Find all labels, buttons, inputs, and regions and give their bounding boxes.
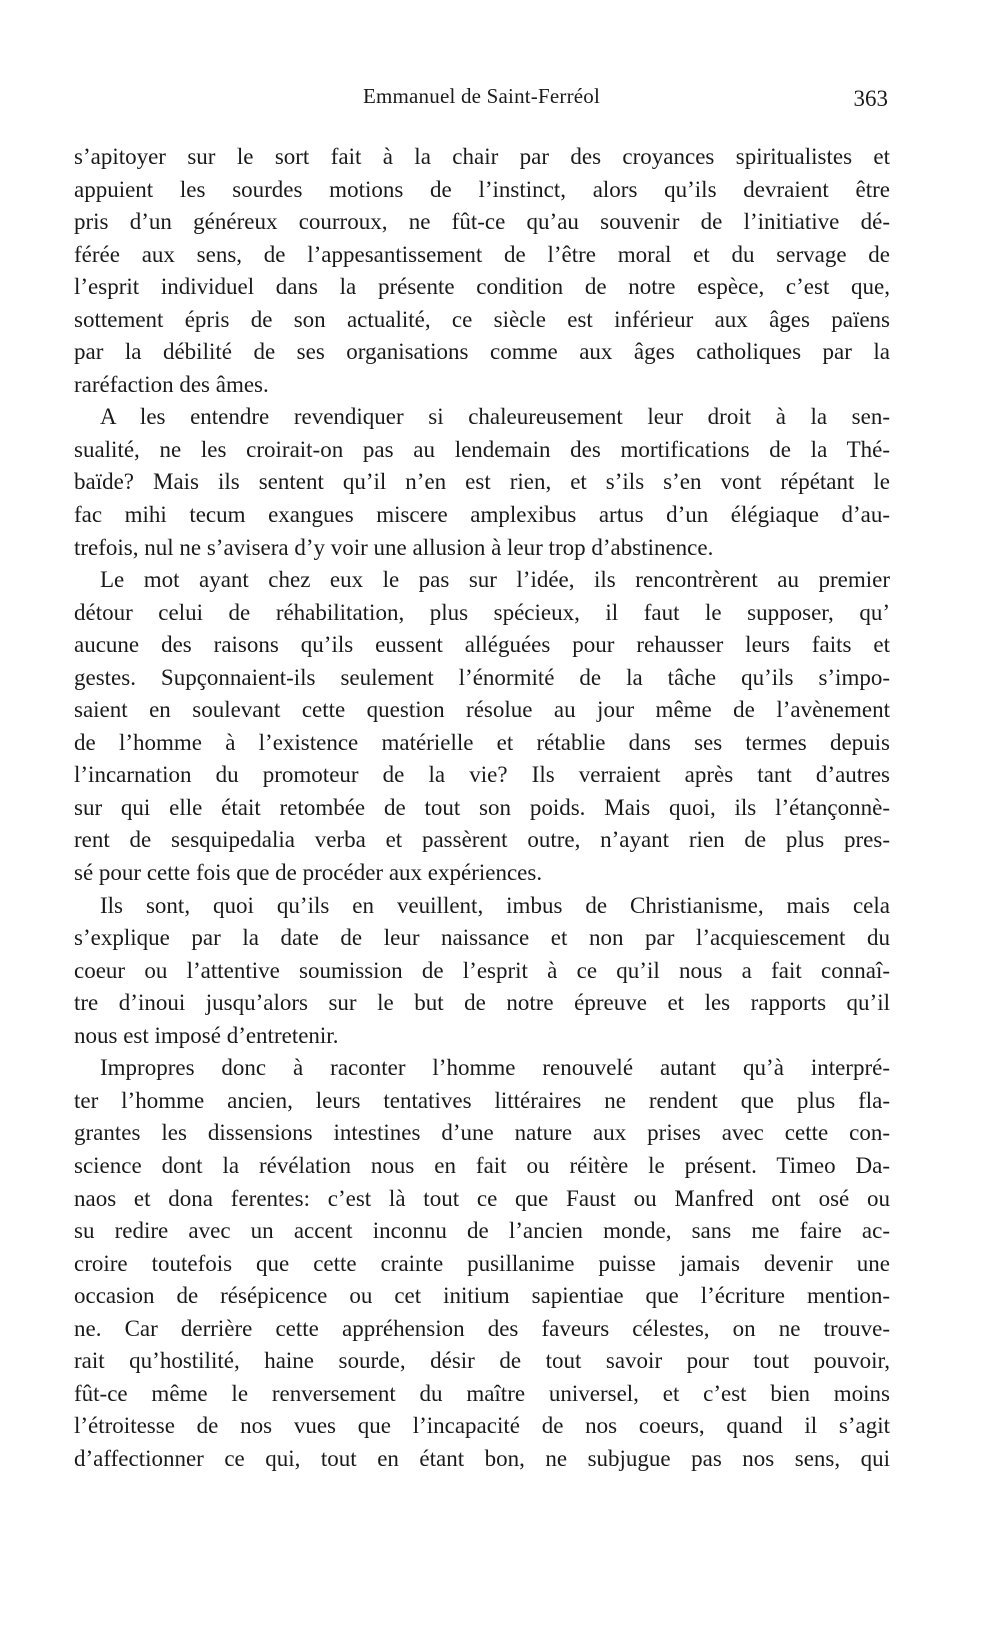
text-line: coeur ou l’attentive soumission de l’esprit à ce qu’il nous a fait connaî- — [74, 957, 890, 983]
text-line: de l’homme à l’existence matérielle et rétablie dans ses termes depuis — [74, 729, 890, 755]
text-line: trefois, nul ne s’avisera d’y voir une allusion à leur trop d’abstinence. — [74, 534, 714, 560]
running-head: Emmanuel de Saint-Ferréol — [362, 84, 601, 108]
text-line: grantes les dissensions intestines d’une nature aux prises avec cette con- — [74, 1120, 890, 1146]
page-number: 363 — [853, 86, 888, 111]
body-text — [74, 141, 890, 1475]
text-line: gestes. Supçonnaient-ils seulement l’énormité de la tâche qu’ils s’impo- — [74, 664, 890, 690]
text-line: science dont la révélation nous en fait ou réitère le présent. Timeo Da- — [74, 1152, 890, 1178]
text-line: rent de sesquipedalia verba et passèrent outre, n’ayant rien de plus pres- — [74, 827, 890, 853]
text-line: sottement épris de son actualité, ce siècle est inférieur aux âges païens — [74, 306, 890, 332]
text-line: Le mot ayant chez eux le pas sur l’idée, ils rencontrèrent au premier — [100, 567, 890, 593]
text-line: su redire avec un accent inconnu de l’ancien monde, sans me faire ac- — [74, 1218, 890, 1244]
text-line: l’incarnation du promoteur de la vie? Ils verraient après tant d’autres — [74, 762, 890, 788]
page-header — [75, 84, 888, 118]
text-line: par la débilité de ses organisations comme aux âges catholiques par la — [74, 339, 890, 365]
text-line: tre d’inoui jusqu’alors sur le but de notre épreuve et les rapports qu’il — [74, 990, 890, 1016]
text-line: sur qui elle était retombée de tout son poids. Mais quoi, ils l’étançonnè- — [74, 794, 890, 820]
text-line: s’explique par la date de leur naissance et non par l’acquiescement du — [74, 925, 890, 951]
text-line: rait qu’hostilité, haine sourde, désir de tout savoir pour tout pouvoir, — [74, 1348, 890, 1374]
text-line: pris d’un généreux courroux, ne fût-ce qu’au souvenir de l’initiative dé- — [74, 209, 890, 235]
text-line: Ils sont, quoi qu’ils en veuillent, imbus de Christianisme, mais cela — [100, 892, 890, 918]
text-line: sualité, ne les croirait-on pas au lendemain des mortifications de la Thé- — [74, 436, 890, 462]
text-line: détour celui de réhabilitation, plus spécieux, il faut le supposer, qu’ — [74, 599, 890, 625]
text-line: aucune des raisons qu’ils eussent alléguées pour rehausser leurs faits et — [74, 632, 890, 658]
text-line: l’étroitesse de nos vues que l’incapacité de nos coeurs, quand il s’agit — [74, 1413, 890, 1439]
text-line: fac mihi tecum exangues miscere amplexibus artus d’un élégiaque d’au- — [74, 502, 890, 528]
text-line: nous est imposé d’entretenir. — [74, 1022, 339, 1048]
text-line: s’apitoyer sur le sort fait à la chair par des croyances spiritualistes et — [74, 144, 890, 169]
text-line: sé pour cette fois que de procéder aux expériences. — [74, 860, 543, 886]
text-line: d’affectionner ce qui, tout en étant bon, ne subjugue pas nos sens, qui — [74, 1445, 890, 1471]
text-line: Impropres donc à raconter l’homme renouvelé autant qu’à interpré- — [100, 1055, 890, 1081]
text-line: l’esprit individuel dans la présente condition de notre espèce, c’est que, — [74, 274, 890, 300]
text-line: appuient les sourdes motions de l’instinct, alors qu’ils devraient être — [74, 176, 890, 202]
text-line: fût-ce même le renversement du maître universel, et c’est bien moins — [74, 1380, 890, 1406]
text-line: occasion de résépicence ou cet initium sapientiae que l’écriture mention- — [74, 1283, 890, 1309]
text-line: baïde? Mais ils sentent qu’il n’en est rien, et s’ils s’en vont répétant le — [74, 469, 890, 495]
text-line: férée aux sens, de l’appesantissement de l’être moral et du servage de — [74, 241, 890, 267]
text-line: croire toutefois que cette crainte pusillanime puisse jamais devenir une — [74, 1250, 890, 1276]
text-line: ne. Car derrière cette appréhension des faveurs célestes, on ne trouve- — [74, 1315, 890, 1341]
text-line: saient en soulevant cette question résolue au jour même de l’avènement — [74, 697, 890, 723]
text-line: ter l’homme ancien, leurs tentatives littéraires ne rendent que plus fla- — [74, 1087, 890, 1113]
text-line: naos et dona ferentes: c’est là tout ce que Faust ou Manfred ont osé ou — [74, 1185, 890, 1211]
text-line: A les entendre revendiquer si chaleureusement leur droit à la sen- — [100, 404, 890, 430]
text-line: raréfaction des âmes. — [74, 371, 269, 397]
